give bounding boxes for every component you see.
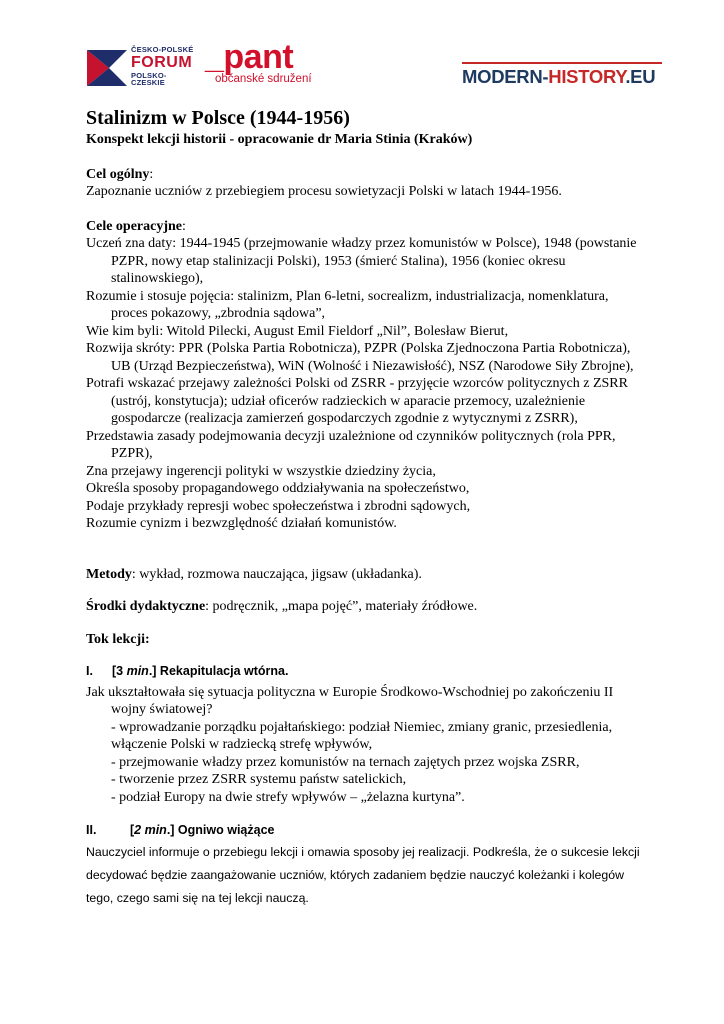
section-1-open: [3 <box>112 664 127 678</box>
modern-history-logo-part2: HISTORY <box>548 66 626 87</box>
section-2-open: [ <box>130 823 135 837</box>
section-1-item: - wprowadzanie porządku pojałtańskiego: podział Niemiec, zmiany granic, przesiedlenia, włączenie Polski w radziecką strefę wpływów, <box>111 719 613 752</box>
modern-history-logo-bar <box>462 62 662 64</box>
forum-logo-line3: POLSKO-CZESKIE <box>131 70 167 87</box>
section-1-item: - przejmowanie władzy przez komunistów na ternach zajętych przez wojska ZSRR, <box>111 754 580 770</box>
cele-item: Rozwija skróty: PPR (Polska Partia Robotnicza), PZPR (Polska Zjednoczona Partia Robotnicza), UB (Urząd Bezpieczeństwa), WiN (Wolność i Niezawisłość), NSZ (Narodowe Siły Zbrojne), <box>86 341 634 374</box>
document-subtitle: Konspekt lekcji historii - opracowanie dr Maria Stinia (Kraków) <box>86 132 473 147</box>
section-2-text: Nauczyciel informuje o przebiegu lekcji i omawia sposoby jej realizacji. Podkreśla, że o sukcesie lekcji decydować będzie zaangażowanie uczniów, których zadaniem będzie nauczyć koleżanki i kolegów tego, czego sami się na tej lekcji nauczą. <box>86 844 640 905</box>
forum-logo-line1: ČESKO-POLSKÉ <box>131 45 194 54</box>
cele-item: Uczeń zna daty: 1944-1945 (przejmowanie władzy przez komunistów w Polsce), 1948 (powstanie PZPR, nowy etap stalinizacji Polski), 1953 (śmierć Stalina), 1956 (koniec okresu stalinowskiego), <box>86 236 637 286</box>
metody-line <box>86 566 646 584</box>
srodki-text: : podręcznik, „mapa pojęć”, materiały źródłowe. <box>205 599 478 614</box>
srodki-line <box>86 598 646 616</box>
section-1-title: .] Rekapitulacja wtórna. <box>148 664 289 678</box>
section-2-heading <box>86 822 646 840</box>
section-2-number: II. <box>86 823 97 837</box>
srodki-label: Środki dydaktyczne <box>86 599 206 614</box>
cele-item: Rozumie i stosuje pojęcia: stalinizm, Plan 6-letni, socrealizm, industrializacja, nomenklatura, proces pokazowy, „zbrodnia sądowa”, <box>86 288 609 321</box>
section-2-title: .] Ogniwo wiążące <box>166 823 275 837</box>
modern-history-logo <box>462 66 655 88</box>
cel-ogolny-heading: Cel ogólny: <box>86 166 154 182</box>
cele-item: Podaje przykłady represji wobec społeczeństwa i zbrodni sądowych, <box>86 498 471 514</box>
cele-label: Cele operacyjne <box>86 218 183 234</box>
document-body <box>86 102 646 910</box>
section-1-question: Jak ukształtowała się sytuacja polityczna w Europie Środkowo-Wschodniej po zakończeniu II wojny światowej? <box>86 684 614 717</box>
cele-item: Określa sposoby propagandowego oddziaływania na społeczeństwo, <box>86 481 470 496</box>
document-title: Stalinizm w Polsce (1944-1956) <box>86 107 350 129</box>
section-1-item: - podział Europy na dwie strefy wpływów – „żelazna kurtyna”. <box>111 789 465 805</box>
cele-item: Wie kim byli: Witold Pilecki, August Emil Fieldorf „Nil”, Bolesław Bierut, <box>86 323 509 339</box>
section-1-item: - tworzenie przez ZSRR systemu państw satelickich, <box>111 772 407 787</box>
modern-history-logo-part1: MODERN- <box>462 66 549 87</box>
tok-lekcji-heading: Tok lekcji: <box>86 631 150 647</box>
cele-item: Przedstawia zasady podejmowania decyzji uzależnione od czynników politycznych (rola PPR, PZPR), <box>86 428 616 461</box>
cele-item: Rozumie cynizm i bezwzględność działań komunistów. <box>86 516 397 531</box>
metody-label: Metody <box>86 566 132 582</box>
section-1-heading <box>86 663 646 681</box>
cel-ogolny-text: Zapoznanie uczniów z przebiegiem procesu sowietyzacji Polski w latach 1944-1956. <box>86 184 562 199</box>
modern-history-logo-part3: .EU <box>625 66 656 87</box>
pant-logo-subtitle: občanské sdružení <box>215 73 312 85</box>
metody-text: : wykład, rozmowa nauczająca, jigsaw (układanka). <box>131 566 422 582</box>
forum-logo-icon <box>87 50 127 86</box>
pant-logo-word: _pant <box>205 38 294 76</box>
forum-logo-line2: FORUM <box>131 53 193 71</box>
section-1-number: I. <box>86 664 93 678</box>
cel-ogolny-label: Cel ogólny <box>86 166 150 182</box>
cele-item: Zna przejawy ingerencji polityki w wszystkie dziedziny życia, <box>86 463 436 479</box>
cele-item: Potrafi wskazać przejawy zależności Polski od ZSRR - przyjęcie wzorców politycznych z ZSRR (ustrój, konstytucja); udział oficerów radzieckich w aparacie przemocy, uzależnienie gospodarcze (realizacja zamierzeń gospodarczych zgodnie z wytycznymi z ZSRR), <box>86 376 628 426</box>
section-1-min: min <box>126 664 149 678</box>
pant-logo <box>205 40 345 90</box>
section-2-min: 2 min <box>134 823 167 837</box>
cele-heading: Cele operacyjne: <box>86 218 186 234</box>
forum-logo <box>87 46 195 90</box>
